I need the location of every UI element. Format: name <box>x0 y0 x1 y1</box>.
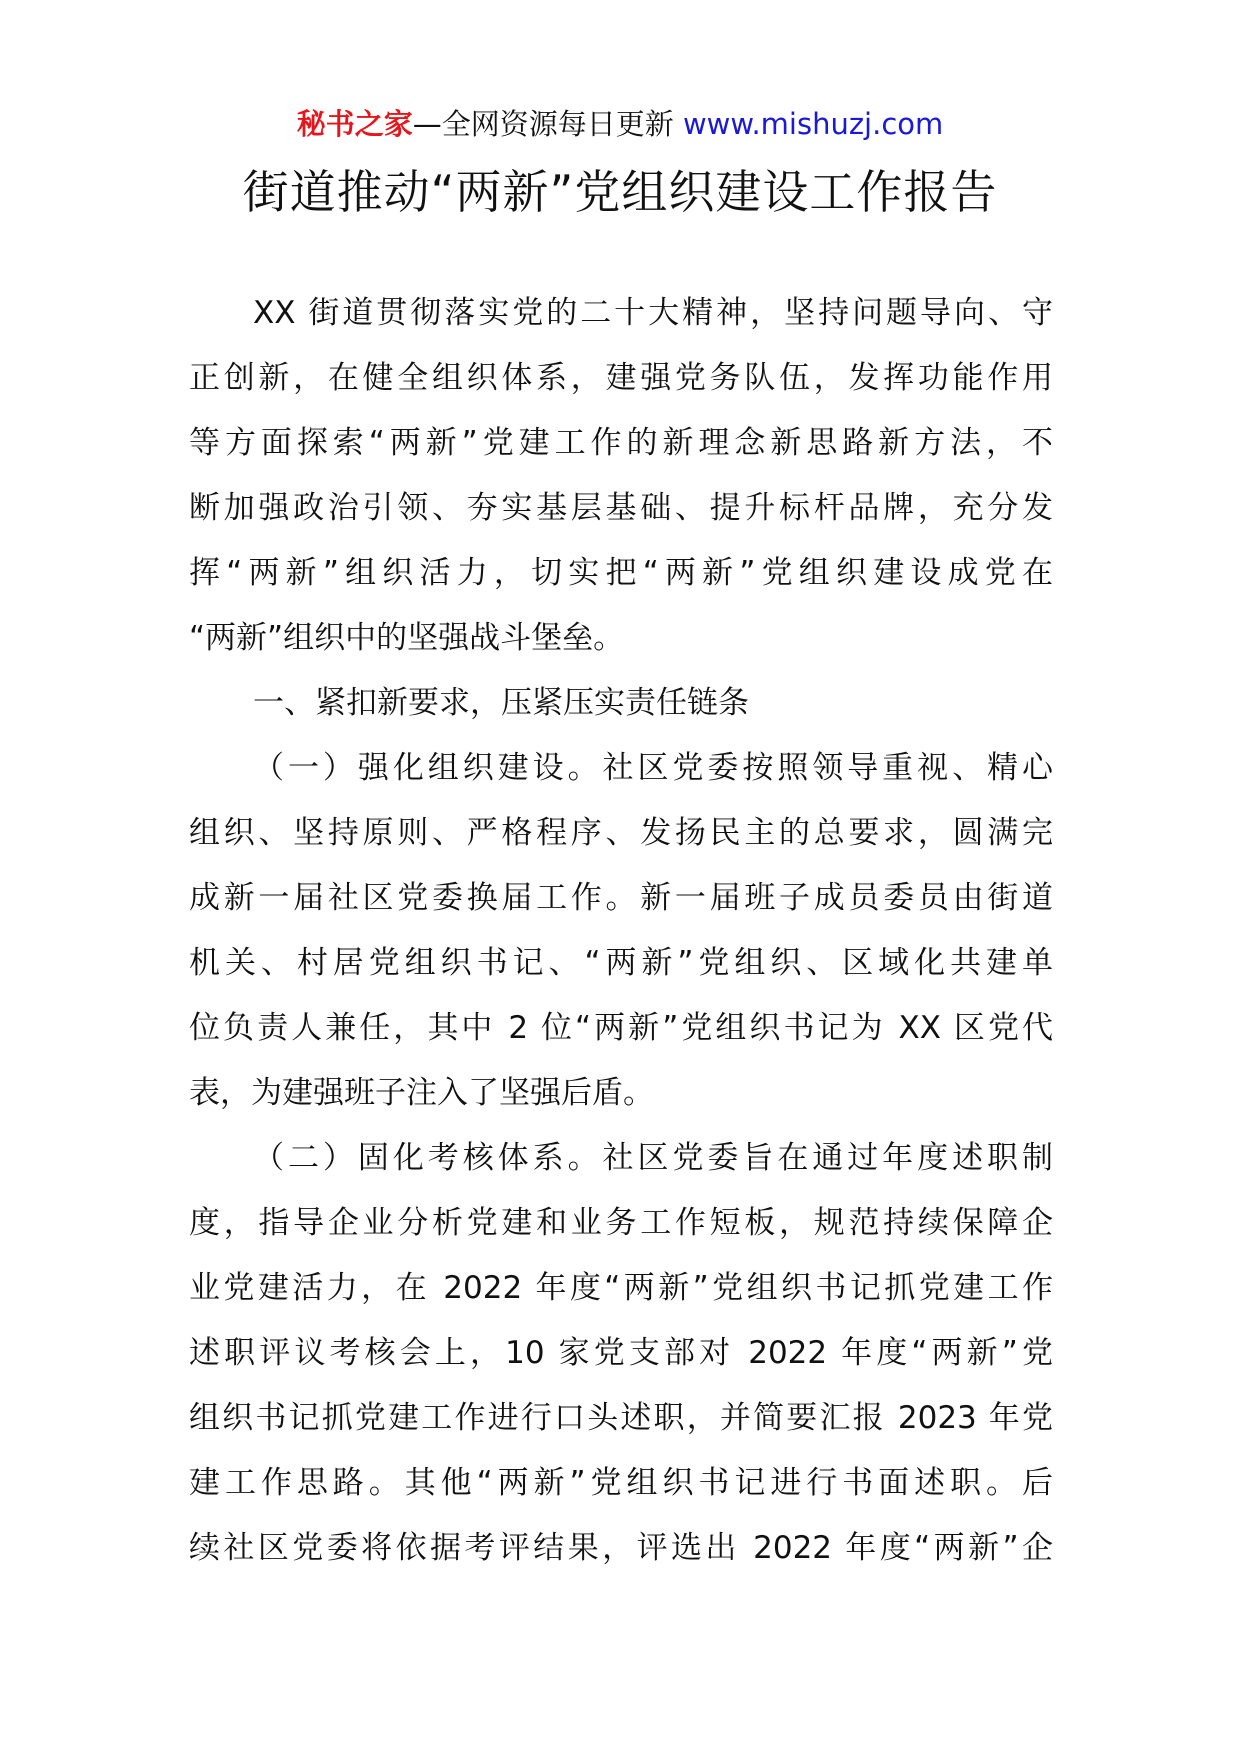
paragraph-line: 建工作思路。其他“两新”党组织书记进行书面述职。后 <box>189 1465 1053 1501</box>
paragraph-line: 组织、坚持原则、严格程序、发扬民主的总要求，圆满完 <box>189 815 1053 851</box>
banner-url[interactable]: www.mishuzj.com <box>682 107 944 141</box>
paragraph-line: 度，指导企业分析党建和业务工作短板，规范持续保障企 <box>189 1205 1053 1241</box>
banner-tagline: —全网资源每日更新 <box>412 107 674 141</box>
paragraph-line: 续社区党委将依据考评结果，评选出 2022 年度“两新”企 <box>189 1530 1053 1566</box>
site-banner <box>0 104 1240 144</box>
paragraph-line: （二）固化考核体系。社区党委旨在通过年度述职制 <box>253 1140 1053 1176</box>
paragraph-line: 断加强政治引领、夯实基层基础、提升标杆品牌，充分发 <box>189 490 1053 526</box>
paragraph-line: 表，为建强班子注入了坚强后盾。 <box>189 1075 654 1111</box>
paragraph-line: 业党建活力，在 2022 年度“两新”党组织书记抓党建工作 <box>189 1270 1053 1306</box>
paragraph-line: 组织书记抓党建工作进行口头述职，并简要汇报 2023 年党 <box>189 1400 1053 1436</box>
paragraph-line: 位负责人兼任，其中 2 位“两新”党组织书记为 XX 区党代 <box>189 1010 1053 1046</box>
paragraph-line: 述职评议考核会上，10 家党支部对 2022 年度“两新”党 <box>189 1335 1053 1371</box>
section-heading: 一、紧扣新要求，压紧压实责任链条 <box>253 685 749 721</box>
document-title: 街道推动“两新”党组织建设工作报告 <box>242 165 998 219</box>
document-body <box>189 290 1053 1590</box>
paragraph-line: 挥“两新”组织活力，切实把“两新”党组织建设成党在 <box>189 555 1053 591</box>
paragraph-line: “两新”组织中的坚强战斗堡垒。 <box>189 620 625 656</box>
paragraph-line: （一）强化组织建设。社区党委按照领导重视、精心 <box>253 750 1053 786</box>
paragraph-line: 机关、村居党组织书记、“两新”党组织、区域化共建单 <box>189 945 1053 981</box>
paragraph-line: 等方面探索“两新”党建工作的新理念新思路新方法，不 <box>189 425 1053 461</box>
banner-brand: 秘书之家 <box>296 107 413 141</box>
paragraph-line: XX 街道贯彻落实党的二十大精神，坚持问题导向、守 <box>253 295 1053 331</box>
paragraph-line: 成新一届社区党委换届工作。新一届班子成员委员由街道 <box>189 880 1053 916</box>
paragraph-line: 正创新，在健全组织体系，建强党务队伍，发挥功能作用 <box>189 360 1053 396</box>
